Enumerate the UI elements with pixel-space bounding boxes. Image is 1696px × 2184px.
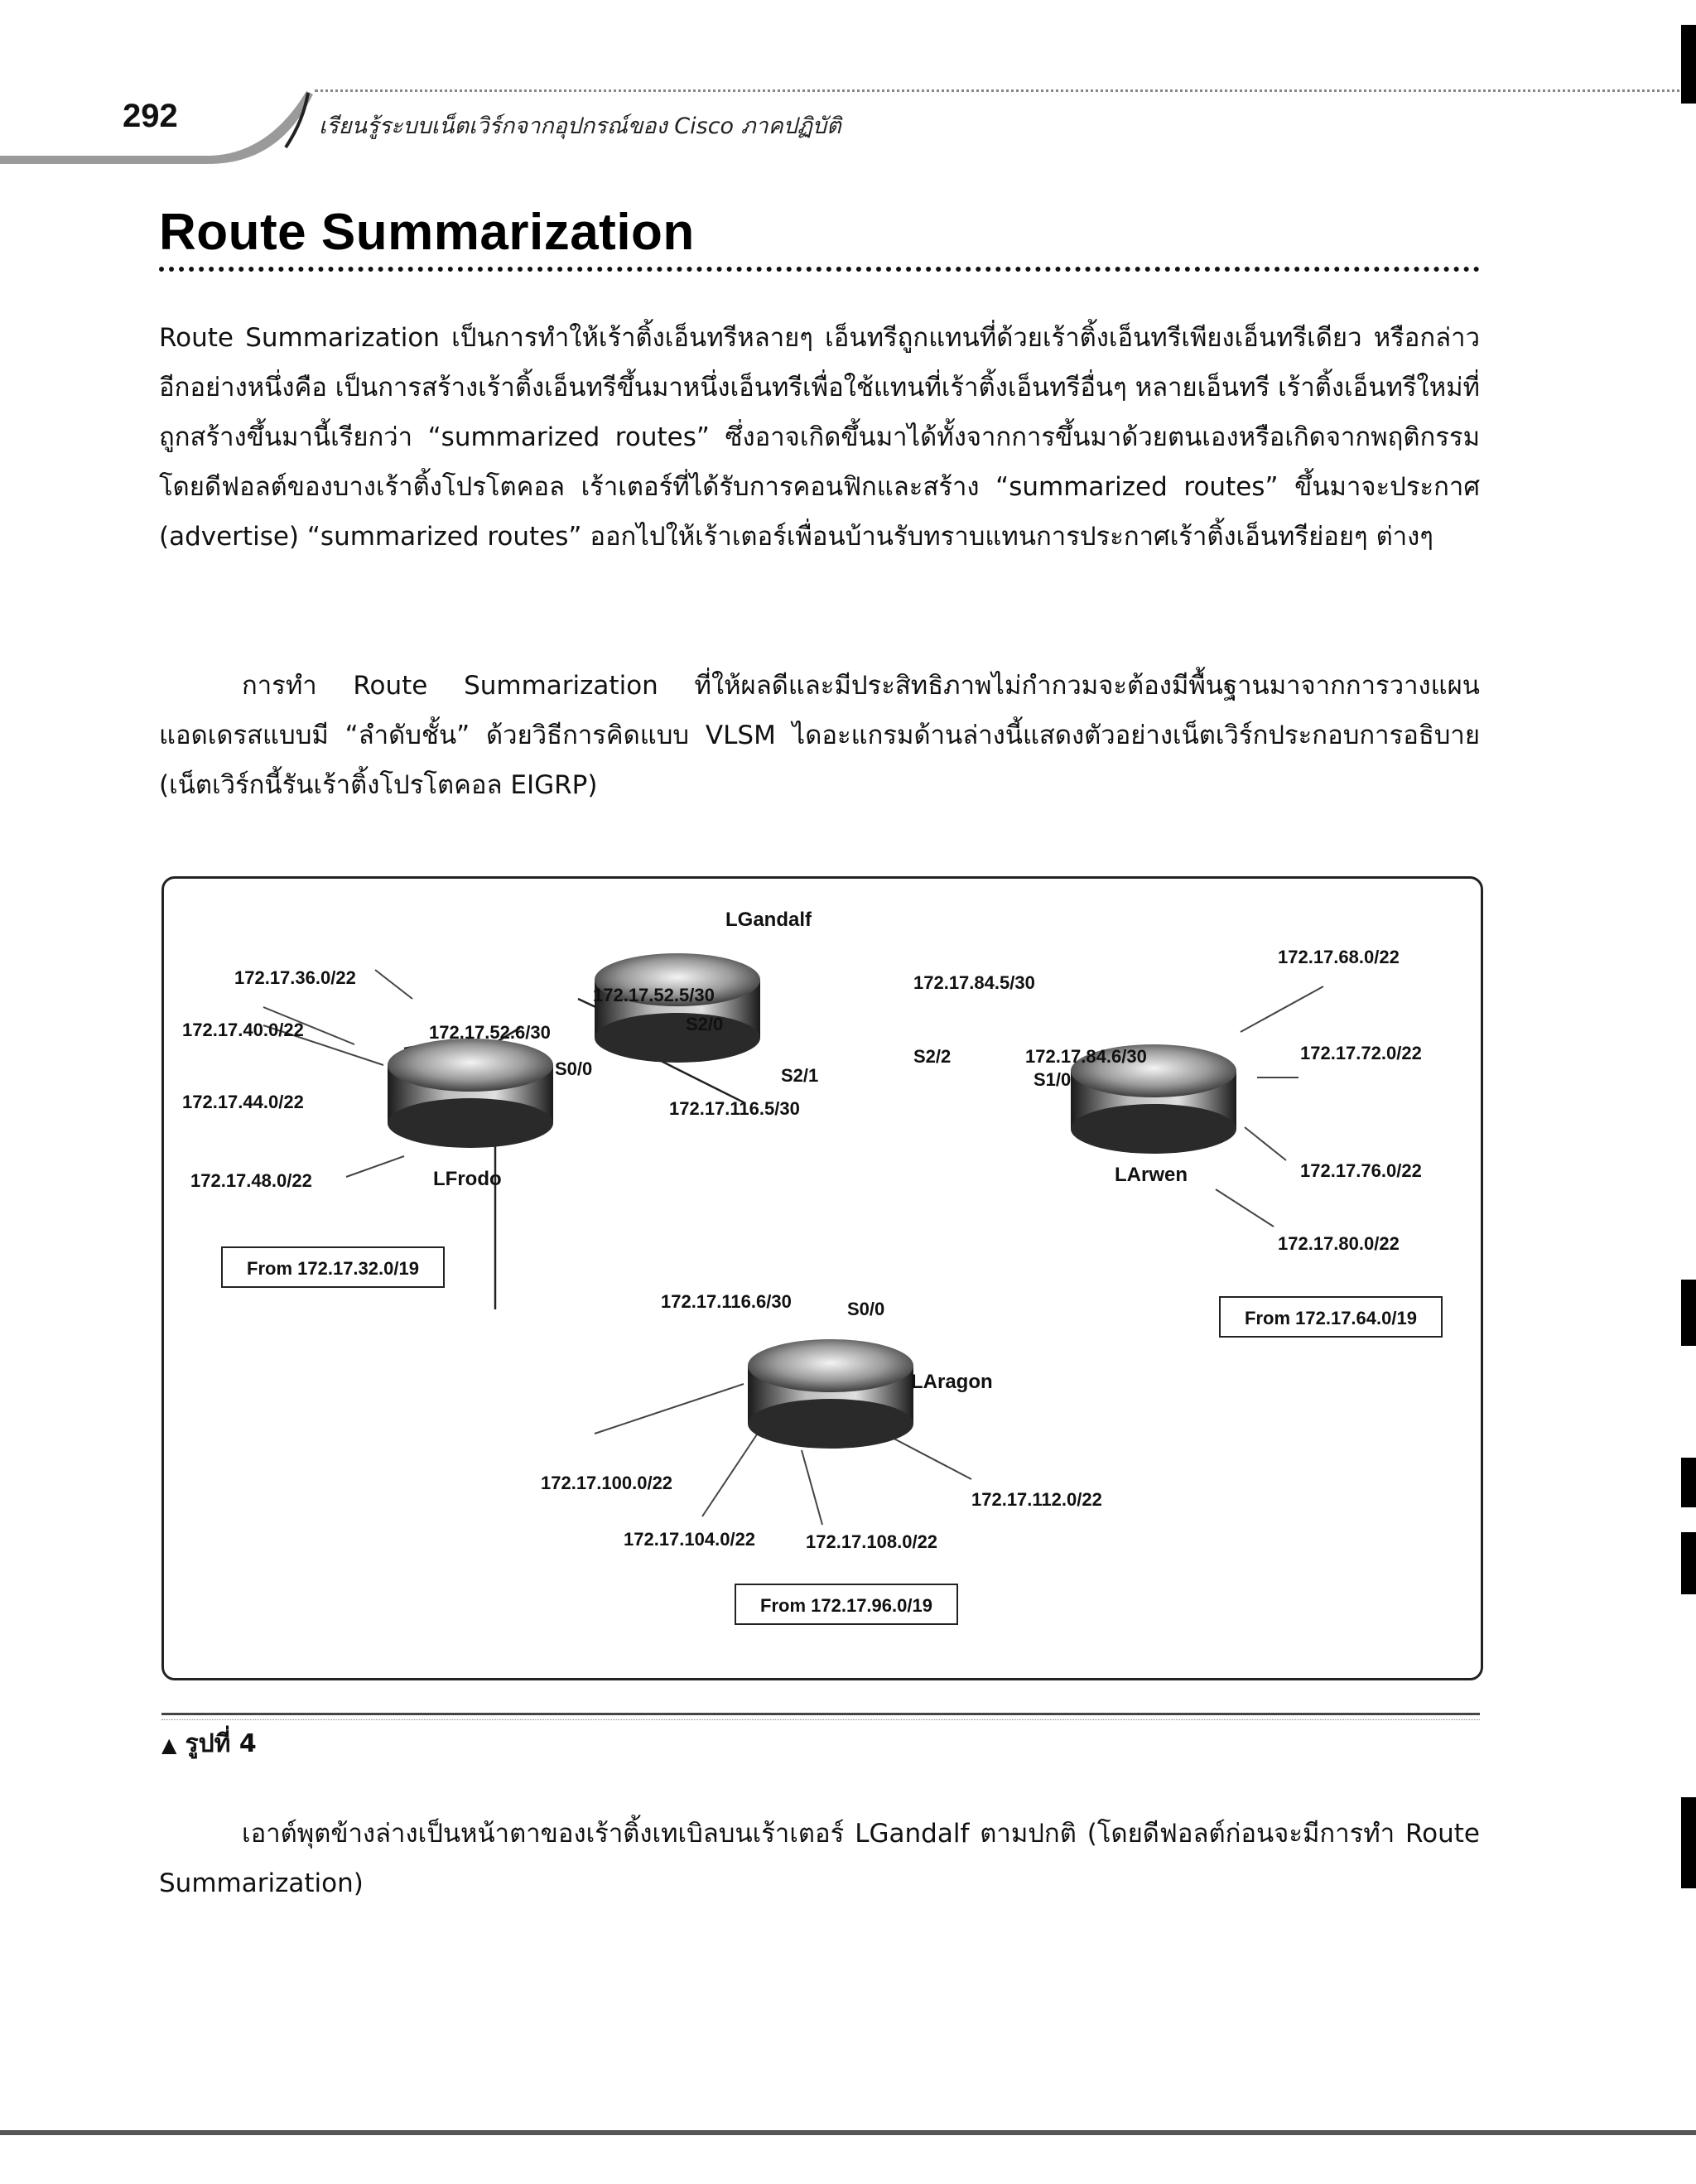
if-lgandalf-s22: S2/2 xyxy=(913,1046,952,1067)
paragraph-intro: Route Summarization เป็นการทำให้เร้าติ้งเอ็นทรีหลายๆ เอ็นทรีถูกแทนที่ด้วยเร้าติ้งเอ็นทรีเพียงเอ็นทรีเดียว หรือกล่าวอีกอย่างหนึ่งคือ เป็นการสร้างเร้าติ้งเอ็นทรีขึ้นมาหนึ่งเอ็นทรีเพื่อใช้แทนที่เร้าติ้งเอ็นทรีอื่นๆ หลายเอ็นทรี เร้าติ้งเอ็นทรีใหม่ที่ถูกสร้างขึ้นมานี้เรียกว่า “summarized routes” ซึ่งอาจเกิดขึ้นมาได้ทั้งจากการขึ้นมาด้วยตนเองหรือเกิดจากพฤติกรรมโดยดีฟอลต์ของบางเร้าติ้งโปรโตคอล เร้าเตอร์ที่ได้รับการคอนฟิกและสร้าง “summarized routes” ขึ้นมาจะประกาศ (advertise) “summarized routes” ออกไปให้เร้าเตอร์เพื่อนบ้านรับทราบแทนการประกาศเร้าติ้งเอ็นทรีย่อยๆ ต่างๆ xyxy=(159,323,1480,552)
figure-caption xyxy=(161,1724,257,1763)
edge-mark xyxy=(1681,1532,1696,1594)
edge-mark xyxy=(1681,1797,1696,1888)
if-lgandalf-s20: S2/0 xyxy=(686,1014,724,1034)
ip-laragon-s00: 172.17.116.6/30 xyxy=(661,1291,792,1312)
larwen-network: 172.17.68.0/22 xyxy=(1278,947,1400,967)
network-diagram-canvas xyxy=(164,879,1481,1678)
if-larwen-s10: S1/0 xyxy=(1034,1069,1072,1090)
laragon-network: 172.17.112.0/22 xyxy=(971,1489,1102,1510)
caption-rule xyxy=(161,1713,1480,1715)
laragon-network: 172.17.108.0/22 xyxy=(806,1531,938,1552)
ip-lgandalf-s22: 172.17.84.5/30 xyxy=(913,972,1035,993)
router-label-lgandalf: LGandalf xyxy=(725,909,812,931)
ip-lfrodo-s00: 172.17.52.6/30 xyxy=(429,1022,551,1043)
lfrodo-network: 172.17.44.0/22 xyxy=(182,1092,304,1112)
lfrodo-network: 172.17.48.0/22 xyxy=(190,1170,312,1191)
section-title: Route Summarization xyxy=(159,204,695,261)
router-label-larwen: LArwen xyxy=(1115,1164,1188,1186)
paragraph-output: เอาต์พุตข้างล่างเป็นหน้าตาของเร้าติ้งเทเบิลบนเร้าเตอร์ LGandalf ตามปกติ (โดยดีฟอลต์ก่อนจะมีการทำ Route Summarization) xyxy=(159,1819,1480,1898)
router-laragon-icon xyxy=(748,1339,913,1449)
router-label-laragon: LAragon xyxy=(911,1371,993,1393)
router-label-lfrodo: LFrodo xyxy=(433,1168,502,1190)
laragon-network: 172.17.100.0/22 xyxy=(541,1473,673,1493)
header-dotted-rule xyxy=(315,89,1696,92)
ip-larwen-s10: 172.17.84.6/30 xyxy=(1025,1046,1147,1067)
laragon-network: 172.17.104.0/22 xyxy=(624,1529,756,1550)
router-lgandalf-icon xyxy=(595,953,760,1063)
edge-mark xyxy=(1681,1280,1696,1346)
if-laragon-s00: S0/0 xyxy=(847,1299,885,1319)
if-lgandalf-s21: S2/1 xyxy=(781,1065,819,1086)
edge-mark xyxy=(1681,1458,1696,1507)
larwen-network: 172.17.72.0/22 xyxy=(1300,1043,1422,1063)
ip-lgandalf-s20: 172.17.52.5/30 xyxy=(593,985,715,1005)
running-header: เรียนรู้ระบบเน็ตเวิร์กจากอุปกรณ์ของ Cisco ภาคปฏิบัติ xyxy=(319,113,841,139)
triangle-up-icon: ▲ xyxy=(161,1733,177,1757)
edge-mark xyxy=(1681,25,1696,104)
title-dotted-rule xyxy=(159,267,1480,272)
summary-laragon: From 172.17.96.0/19 xyxy=(760,1595,932,1616)
summary-lfrodo: From 172.17.32.0/19 xyxy=(247,1258,419,1279)
page-number: 292 xyxy=(123,98,178,134)
lfrodo-network: 172.17.40.0/22 xyxy=(182,1020,304,1040)
caption-rule-dotted xyxy=(161,1719,1480,1720)
lfrodo-network: 172.17.36.0/22 xyxy=(234,967,356,988)
if-lfrodo-s00: S0/0 xyxy=(555,1058,593,1079)
router-lfrodo-icon xyxy=(388,1039,553,1148)
larwen-network: 172.17.80.0/22 xyxy=(1278,1233,1400,1254)
larwen-network: 172.17.76.0/22 xyxy=(1300,1160,1422,1181)
summary-larwen: From 172.17.64.0/19 xyxy=(1245,1308,1417,1328)
footer-rule xyxy=(0,2130,1696,2135)
caption-text: รูปที่ 4 xyxy=(185,1729,257,1758)
paragraph-vlsm: การทำ Route Summarization ที่ให้ผลดีและมีประสิทธิภาพไม่กำกวมจะต้องมีพื้นฐานมาจากการวางแผนแอดเดรสแบบมี “ลำดับชั้น” ด้วยวิธีการคิดแบบ VLSM ไดอะแกรมด้านล่างนี้แสดงตัวอย่างเน็ตเวิร์กประกอบการอธิบาย (เน็ตเวิร์กนี้รันเร้าติ้งโปรโตคอล EIGRP) xyxy=(159,671,1480,800)
ip-lgandalf-s21: 172.17.116.5/30 xyxy=(669,1098,800,1119)
network-diagram xyxy=(161,876,1483,1680)
